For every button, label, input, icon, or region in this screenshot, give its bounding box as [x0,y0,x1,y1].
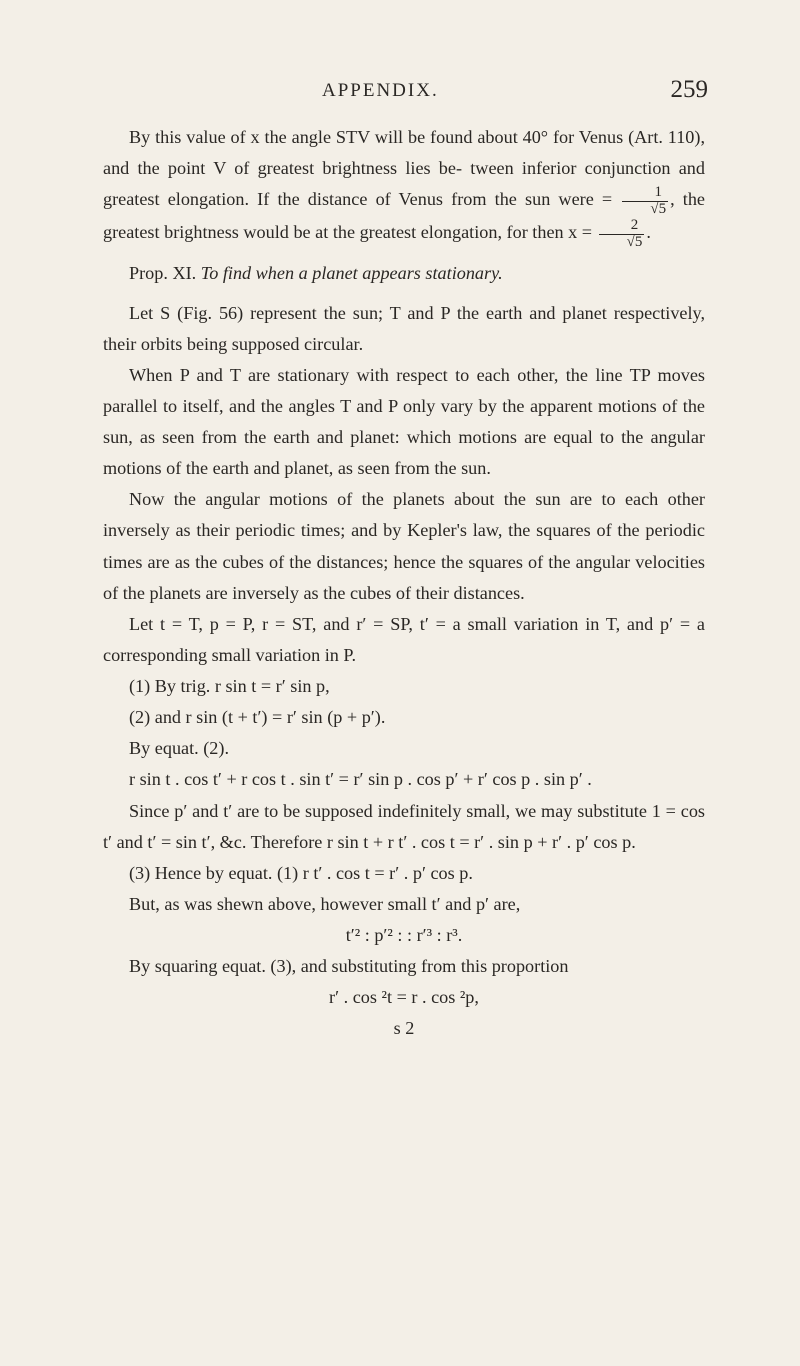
text-line: . [646,222,651,243]
signature-mark: s 2 [393,1018,415,1039]
equation-2: (2) and r sin (t + t′) = r′ sin (p + p′). [129,707,386,728]
equation-expansion: r sin t . cos t′ + r cos t . sin t′ = r′ sin p . cos p′ + r′ cos p . sin p′ . [129,769,592,790]
equation-proportion: t′² : p′² : : r′³ : r³. [345,925,463,946]
text-line: By this value of x the angle STV will be found about 40° for [129,127,575,147]
text-line: tween inferior conjunction and greatest elongation. If the distance [103,158,705,210]
paragraph-stationary: When P and T are stationary with respect to each other, the line TP moves parallel to itself, and the angles T and P only vary by the apparent motions of the sun, as seen from the earth and planet: which motions are equal to the angular motions of the earth and planet, as seen from the sun. [103,364,705,479]
text-line: Venus (Art. 110), and the point V of greatest brightness lies be- [103,127,706,179]
fraction-one-over-root-five [622,185,668,218]
paragraph-variables: Let t = T, p = P, r = ST, and r′ = SP, t′ = a small variation in T, and p′ = a corresponding small variation in P. [103,613,705,665]
paragraph-however: But, as was shewn above, however small t′ and p′ are, [129,893,521,914]
fraction-two-over-root-five [599,218,645,251]
paragraph-kepler: Now the angular motions of the planets about the sun are to each other inversely as their periodic times; and by Kepler's law, the squares of the periodic times are as the cubes of the distances; hence the squares of the angular velocities of the planets are inversely as the cubes of their distances. [103,489,705,603]
paragraph-brightness [103,122,705,250]
proposition-heading [103,258,705,289]
fraction-numerator: 1 [654,183,662,200]
paragraph-definitions: Let S (Fig. 56) represent the sun; T and P the earth and planet respectively, their orbits being supposed circular. [103,302,705,354]
proposition-title: To find when a planet appears stationary. [200,263,503,284]
text-line: , the greatest brightness would [103,189,705,243]
equation-1: (1) By trig. r sin t = r′ sin p, [129,676,330,697]
text-line: be at the greatest elongation, for then x = [293,222,593,243]
page-body [103,122,705,1045]
fraction-denominator: √5 [599,234,645,251]
paragraph-squaring: By squaring equat. (3), and substituting from this proportion [129,956,569,977]
fraction-numerator: 2 [630,216,639,233]
proposition-label: Prop. XI. [129,263,197,284]
fraction-denominator: √5 [622,201,668,218]
equation-ref: By equat. (2). [129,738,230,759]
running-head: APPENDIX. [322,80,439,101]
equation-3: (3) Hence by equat. (1) r t′ . cos t = r′ . p′ cos p. [129,862,473,883]
page-number: 259 [670,76,708,103]
text-line: of Venus from the sun were = [375,189,613,210]
page-header [0,76,800,110]
equation-cosine: r′ . cos ²t = r . cos ²p, [329,987,479,1008]
paragraph-substitution: Since p′ and t′ are to be supposed indefinitely small, we may substitute 1 = cos t′ and t′ = sin t′, &c. Therefore r sin t + r t′ . cos t = r′ . sin p + r′ . p′ cos p. [103,800,705,852]
